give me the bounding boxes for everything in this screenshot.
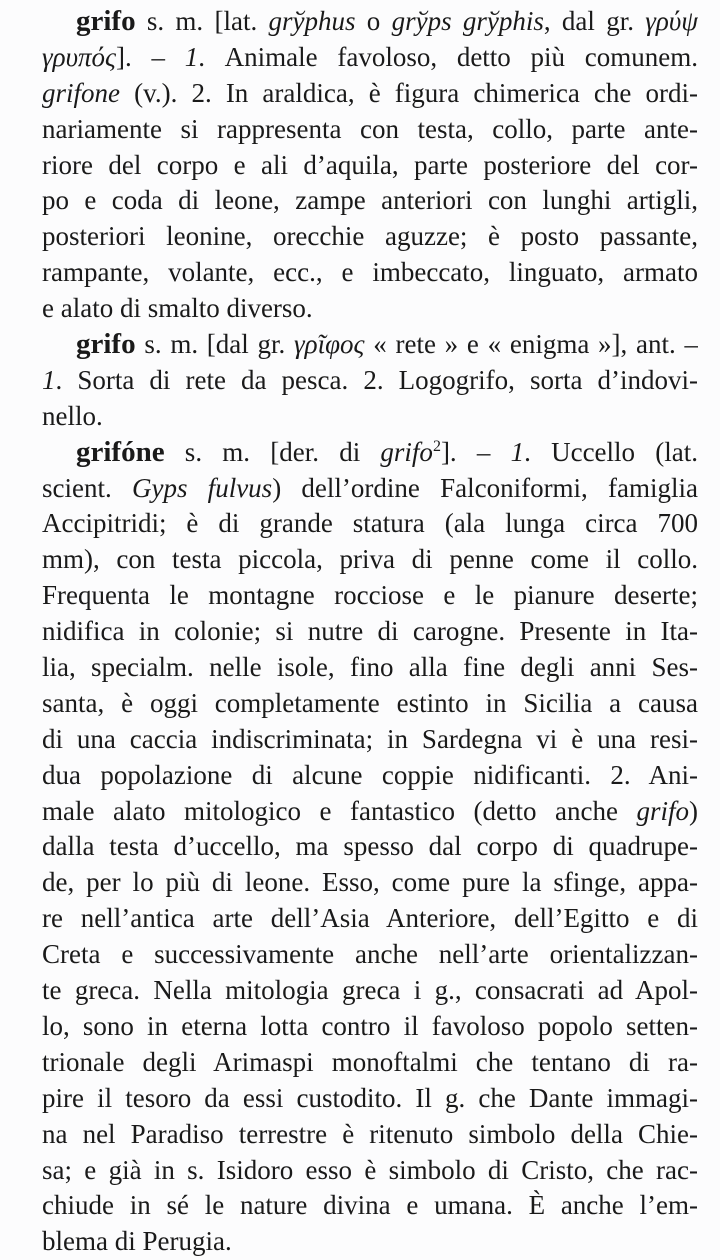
text-run: dalla testa d’uccello, ma spesso dal corpo di quadrupe- [42,831,698,862]
entry-line [42,829,698,865]
entry-line [42,1009,698,1045]
text-run: s. m. [der. di [164,436,381,467]
text-run: blema di Perugia. [42,1226,232,1257]
entry-line [42,650,698,686]
text-run: , dal gr. [543,6,646,36]
italic-text: Gyps fulvus [131,472,273,503]
text-run: Frequenta le montagne rocciose e le pianure deserte; [42,580,698,611]
headword: grifo [76,5,136,37]
text-run: male alato mitologico e fantastico (detto anche [42,795,637,826]
text-run: ) dell’ordine Falconiformi, famiglia [272,472,698,503]
text-run: scient. [42,472,132,503]
text-run: re nell’antica arte dell’Asia Anteriore, dell’Egitto e di [42,903,698,934]
italic-text: grifo [636,795,689,826]
entry-line [42,1045,698,1081]
italic-text: grўphus [268,6,356,36]
text-run: s. m. [lat. [135,6,269,36]
text-run: mm), con testa piccola, priva di penne come il collo. [42,544,698,575]
text-run: trionale degli Arimaspi monoftalmi che tentano di ra- [42,1046,698,1077]
entry-line [42,148,698,184]
text-run: rampante, volante, ecc., e imbeccato, linguato, armato [42,257,698,288]
entry-line [42,40,698,76]
text-run: ) [689,795,698,826]
text-run: . Sorta di rete da pesca. 2. Logogrifo, sorta d’indovi- [55,364,698,395]
text-run: s. m. [dal gr. [135,329,294,360]
entry-line [42,183,698,219]
entry-line [42,794,698,830]
italic-text: grўps grўphis [391,6,544,36]
headword: grifóne [76,435,165,468]
text-run: sa; e già in s. Isidoro esso è simbolo di Cristo, che rac- [42,1154,698,1185]
text-run: nello. [42,400,103,431]
entry-line [42,255,698,291]
text-run: de, per lo più di leone. Esso, come pure la sfinge, appa- [42,867,698,898]
dictionary-entry [42,4,700,327]
text-run: « rete » e « enigma »], ant. – [364,329,698,360]
text-run: o [355,6,392,36]
homonym-number: 2 [432,437,441,455]
text-run: pire il tesoro da essi custodito. Il g. che Dante immagi- [42,1082,698,1113]
entry-line [42,614,698,650]
text-run: nidifica in colonie; si nutre di carogne. Presente in Ita- [42,616,698,647]
text-run: . Uccello (lat. [524,436,698,467]
text-run: te greca. Nella mitologia greca i g., consacrati ad Apol- [42,975,698,1006]
entry-line [42,758,698,794]
text-run: dua popolazione di alcune coppie nidificanti. 2. Ani- [42,759,698,790]
entry-line [42,399,698,435]
italic-text: γρυπός [42,41,116,72]
entry-line [42,112,698,148]
text-run: lo, sono in eterna lotta contro il favoloso popolo setten- [42,1010,698,1041]
entry-line [42,219,698,255]
entry-first-line [42,4,698,40]
text-run: po e coda di leone, zampe anteriori con lunghi artigli, [42,185,698,216]
entry-line [42,506,698,542]
italic-text: grifo [380,436,433,467]
entry-first-line [42,435,698,471]
entry-first-line [42,327,698,363]
dictionary-entry [42,435,700,1260]
entry-line [42,901,698,937]
text-run: Creta e successivamente anche nell’arte orientalizzan- [42,939,698,970]
text-run: Accipitridi; è di grande statura (ala lunga circa 700 [42,508,698,539]
text-run: riore del corpo e ali d’aquila, parte posteriore del cor- [42,149,698,180]
entry-line [42,471,698,507]
italic-text: grifone [42,77,120,108]
text-run: (v.). 2. In araldica, è figura chimerica che ordi- [120,77,698,108]
text-run: chiude in sé le nature divina e umana. È anche l’em- [42,1190,698,1221]
text-run: posteriori leonine, orecchie aguzze; è posto passante, [42,221,698,252]
text-run: nariamente si rappresenta con testa, collo, parte ante- [42,113,698,144]
text-run: . Animale favoloso, detto più comunem. [198,41,698,72]
entry-line [42,937,698,973]
text-run: na nel Paradiso terrestre è ritenuto simbolo della Chie- [42,1118,698,1149]
text-run: di una caccia indiscriminata; in Sardegna vi è una resi- [42,723,698,754]
italic-text: 1 [42,364,56,395]
text-run: ]. – [440,436,511,467]
text-run: ]. – [115,41,185,72]
entry-line [42,542,698,578]
entry-line [42,1188,698,1224]
entry-line [42,1081,698,1117]
entry-line [42,291,698,327]
entry-line [42,1224,698,1260]
italic-text: γρύψ [645,6,698,36]
headword: grifo [76,328,136,361]
entry-line [42,363,698,399]
entry-line [42,578,698,614]
entry-line [42,76,698,112]
entry-line [42,973,698,1009]
italic-text: 1 [510,436,525,467]
dictionary-entry [42,327,700,435]
italic-text: γρῖφος [294,329,365,360]
text-run: lia, specialm. nelle isole, fino alla fine degli anni Ses- [42,652,698,683]
entry-line [42,865,698,901]
entry-line [42,1153,698,1189]
text-run: e alato di smalto diverso. [42,293,313,324]
entry-line [42,1117,698,1153]
italic-text: 1 [184,41,199,72]
text-run: santa, è oggi completamente estinto in Sicilia a causa [42,687,698,718]
entry-line [42,686,698,722]
entry-line [42,722,698,758]
